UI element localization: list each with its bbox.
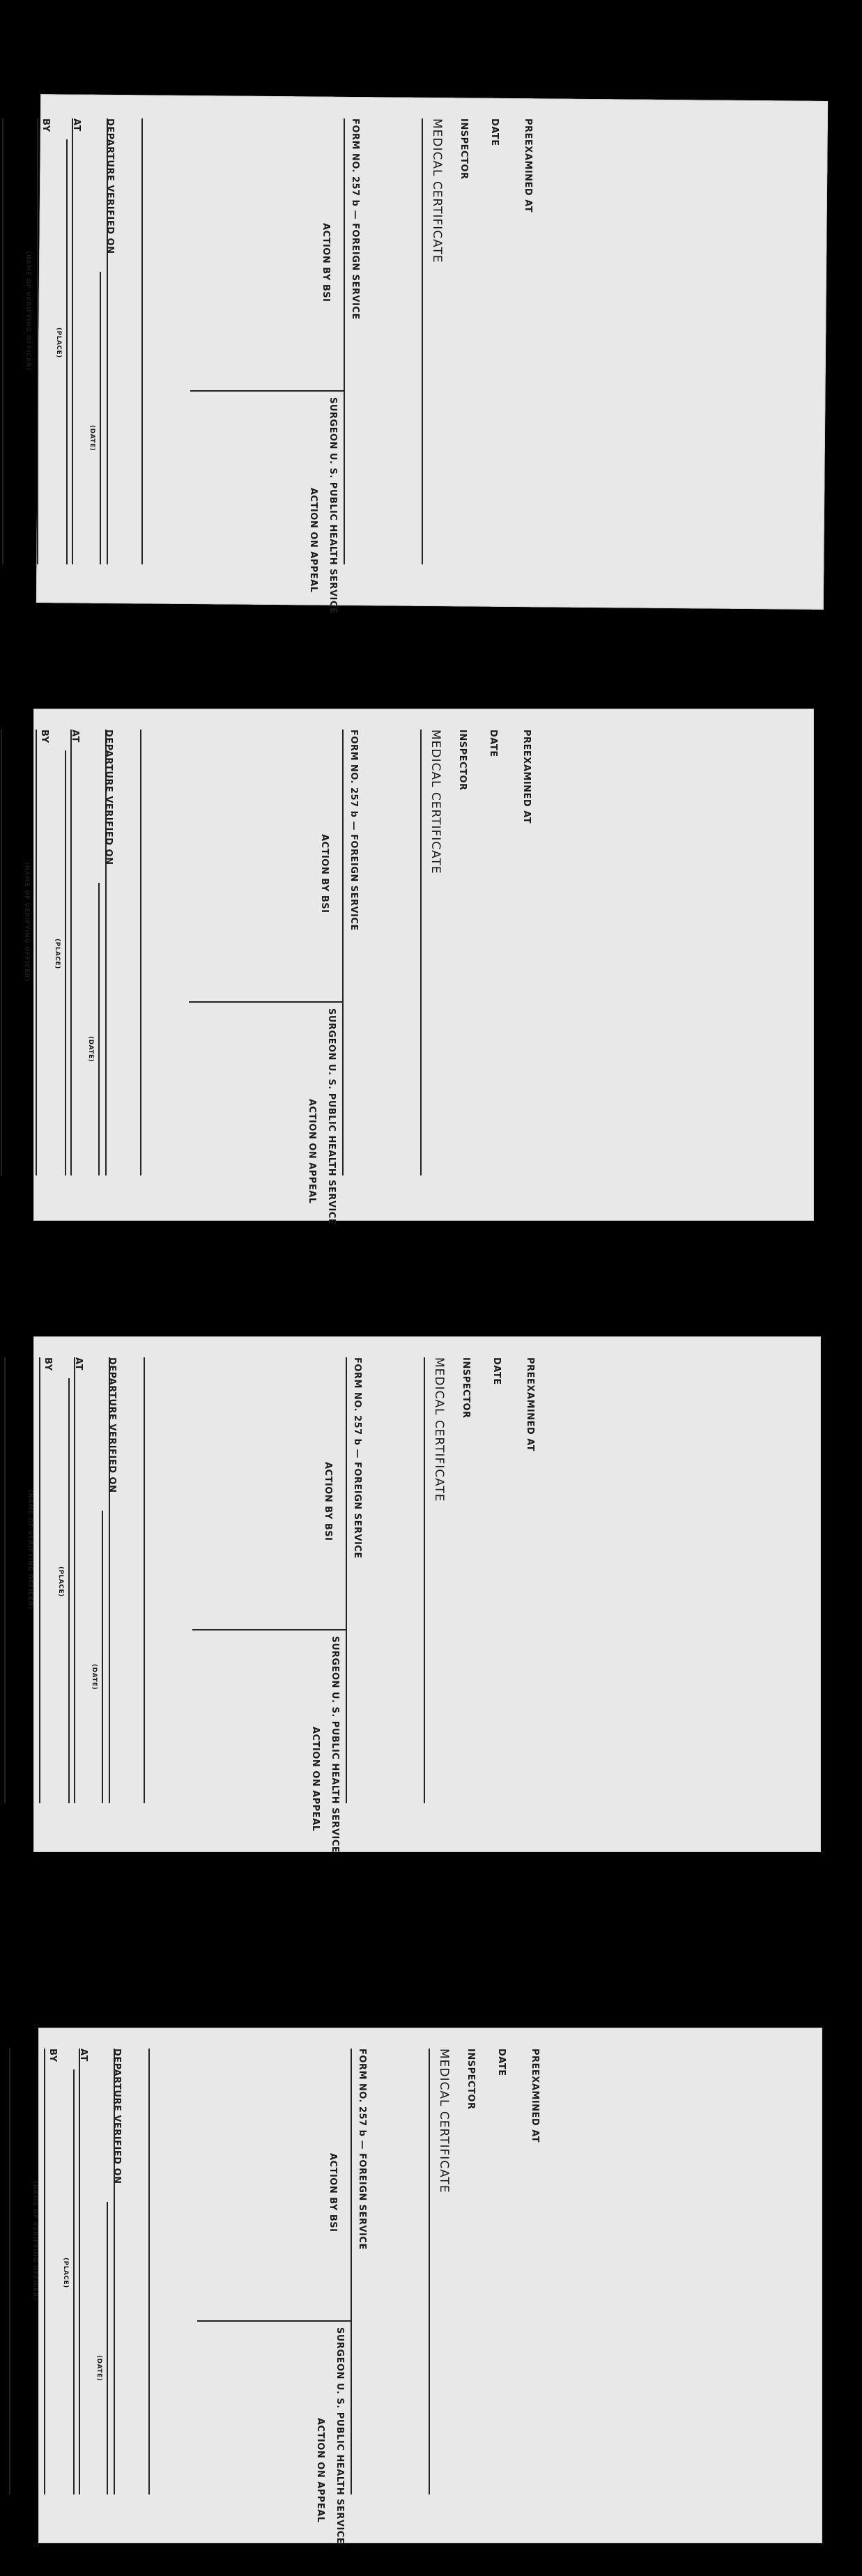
action-bsi-label: ACTION BY BSI <box>321 223 331 302</box>
place-label: (PLACE) <box>62 2258 69 2288</box>
certificate-underline <box>422 118 423 564</box>
surgeon-label: SURGEON U. S. PUBLIC HEALTH SERVICE <box>328 397 338 615</box>
inspector-label: INSPECTOR <box>457 730 468 791</box>
column-line-1 <box>141 118 143 564</box>
certificate-underline <box>429 2049 430 2494</box>
at-label: AT <box>73 1357 84 1371</box>
date-small-label: (DATE) <box>88 425 95 452</box>
column-line-1 <box>144 1357 145 1803</box>
at-line <box>65 750 66 1175</box>
date-small-label: (DATE) <box>91 1664 98 1690</box>
place-label: (PLACE) <box>54 939 61 969</box>
at-line <box>66 139 68 564</box>
officer-label: (NAME OF VERIFYING OFFICER) <box>24 251 31 371</box>
by-line <box>44 2069 45 2494</box>
column-line-5 <box>2 118 3 564</box>
departure-label: DEPARTURE VERIFIED ON <box>111 2049 122 2184</box>
by-line <box>37 139 38 564</box>
form-no-label: FORM NO. 257 b — FOREIGN SERVICE <box>350 118 360 320</box>
at-label: AT <box>70 730 80 743</box>
at-line <box>73 2069 75 2494</box>
at-label: AT <box>71 118 82 132</box>
form-no-label: FORM NO. 257 b — FOREIGN SERVICE <box>357 2049 367 2250</box>
form-no-line <box>351 2049 352 2494</box>
date-label: DATE <box>489 118 500 146</box>
surgeon-label: SURGEON U. S. PUBLIC HEALTH SERVICE <box>334 2327 345 2545</box>
medical-certificate-label: MEDICAL CERTIFICATE <box>429 730 442 874</box>
by-label: BY <box>40 118 51 132</box>
by-label: BY <box>43 1357 53 1371</box>
action-appeal-label: ACTION ON APPEAL <box>307 1099 317 1204</box>
medical-certificate-label: MEDICAL CERTIFICATE <box>430 118 444 263</box>
certificate-underline <box>424 1357 425 1803</box>
action-bsi-label: ACTION BY BSI <box>328 2153 338 2232</box>
departure-label: DEPARTURE VERIFIED ON <box>105 118 115 254</box>
action-appeal-label: ACTION ON APPEAL <box>315 2418 325 2523</box>
preexamined-label: PREEXAMINED AT <box>530 2049 540 2143</box>
column-line-1 <box>148 2049 150 2494</box>
surgeon-label: SURGEON U. S. PUBLIC HEALTH SERVICE <box>326 1008 337 1226</box>
form-no-line <box>342 730 344 1175</box>
action-appeal-label: ACTION ON APPEAL <box>308 488 318 593</box>
date-small-label: (DATE) <box>87 1036 94 1063</box>
column-line-3 <box>74 1357 75 1803</box>
by-line <box>36 750 37 1175</box>
form-canvas <box>0 2028 554 2543</box>
departure-line <box>102 1511 103 1803</box>
officer-label: (NAME OF VERIFYING OFFICER) <box>31 2181 38 2301</box>
column-line-3 <box>70 730 72 1175</box>
departure-line <box>107 2202 108 2494</box>
form-1 <box>24 98 826 615</box>
date-small-label: (DATE) <box>95 2355 102 2382</box>
form-no-label: FORM NO. 257 b — FOREIGN SERVICE <box>348 730 359 931</box>
form-canvas <box>0 1336 549 1852</box>
action-appeal-label: ACTION ON APPEAL <box>310 1727 321 1832</box>
column-line-1 <box>140 730 141 1175</box>
officer-label: (NAME OF VERIFYING OFFICER) <box>23 862 30 982</box>
by-label: BY <box>39 730 49 743</box>
preexamined-label: PREEXAMINED AT <box>525 1357 535 1452</box>
surgeon-label: SURGEON U. S. PUBLIC HEALTH SERVICE <box>330 1636 340 1853</box>
column-line-3 <box>72 118 73 564</box>
surgeon-divider <box>189 1001 342 1003</box>
place-label: (PLACE) <box>55 327 62 358</box>
date-label: DATE <box>491 1357 502 1385</box>
form-2 <box>23 709 814 1226</box>
by-line <box>39 1378 40 1803</box>
form-canvas <box>0 709 546 1226</box>
surgeon-divider <box>190 390 344 392</box>
form-no-line <box>344 118 345 564</box>
form-no-label: FORM NO. 257 b — FOREIGN SERVICE <box>352 1357 362 1559</box>
medical-certificate-label: MEDICAL CERTIFICATE <box>437 2049 451 2193</box>
column-line-3 <box>79 2049 80 2494</box>
at-label: AT <box>78 2049 88 2062</box>
inspector-label: INSPECTOR <box>461 1357 471 1419</box>
medical-certificate-label: MEDICAL CERTIFICATE <box>432 1357 446 1502</box>
officer-label: (NAME OF VERIFYING OFFICER) <box>26 1490 33 1610</box>
departure-line <box>100 272 101 564</box>
place-label: (PLACE) <box>57 1566 64 1597</box>
date-label: DATE <box>488 730 498 757</box>
preexamined-label: PREEXAMINED AT <box>523 118 533 213</box>
form-no-line <box>346 1357 347 1803</box>
column-line-5 <box>1 730 2 1175</box>
surgeon-divider <box>197 2320 351 2322</box>
form-3 <box>26 1336 821 1853</box>
surgeon-divider <box>192 1629 346 1630</box>
departure-label: DEPARTURE VERIFIED ON <box>103 730 114 865</box>
at-line <box>68 1378 70 1803</box>
date-label: DATE <box>496 2049 507 2076</box>
column-line-5 <box>4 1357 6 1803</box>
form-canvas <box>0 98 547 615</box>
inspector-label: INSPECTOR <box>459 118 469 180</box>
departure-label: DEPARTURE VERIFIED ON <box>107 1357 117 1493</box>
action-bsi-label: ACTION BY BSI <box>319 834 330 913</box>
certificate-underline <box>420 730 422 1175</box>
form-4 <box>31 2028 822 2545</box>
column-line-5 <box>9 2049 10 2494</box>
by-label: BY <box>47 2049 58 2062</box>
departure-line <box>98 883 100 1175</box>
preexamined-label: PREEXAMINED AT <box>521 730 532 824</box>
action-bsi-label: ACTION BY BSI <box>323 1462 333 1541</box>
inspector-label: INSPECTOR <box>465 2049 476 2110</box>
